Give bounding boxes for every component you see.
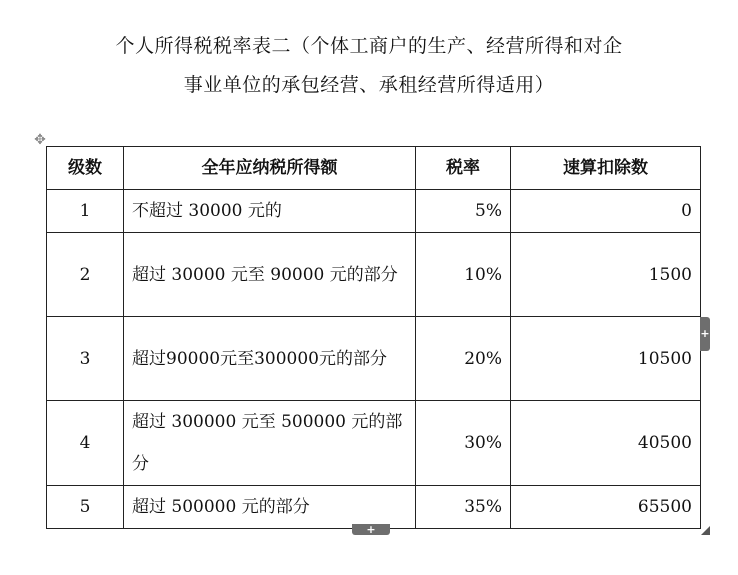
header-tax-rate[interactable]: 税率 <box>416 147 511 190</box>
table-resize-handle-icon[interactable] <box>701 526 710 535</box>
cell-tax-rate[interactable]: 5% <box>416 190 511 233</box>
cell-quick-deduction[interactable]: 0 <box>511 190 701 233</box>
cell-quick-deduction[interactable]: 40500 <box>511 401 701 486</box>
table-row <box>47 233 701 317</box>
cell-tax-rate[interactable]: 10% <box>416 233 511 317</box>
tax-rate-table <box>46 146 701 529</box>
table-move-handle-icon[interactable]: ✥ <box>34 132 46 148</box>
add-column-plus-icon[interactable]: + <box>700 317 710 351</box>
table-row <box>47 317 701 401</box>
cell-taxable-income[interactable]: 超过 300000 元至 500000 元的部分 <box>124 401 416 486</box>
cell-level[interactable]: 4 <box>47 401 124 486</box>
table-row <box>47 190 701 233</box>
cell-quick-deduction[interactable]: 65500 <box>511 486 701 529</box>
table-row <box>47 401 701 486</box>
header-level[interactable]: 级数 <box>47 147 124 190</box>
cell-quick-deduction[interactable]: 10500 <box>511 317 701 401</box>
cell-level[interactable]: 5 <box>47 486 124 529</box>
cell-tax-rate[interactable]: 35% <box>416 486 511 529</box>
cell-level[interactable]: 1 <box>47 190 124 233</box>
cell-taxable-income[interactable]: 不超过 30000 元的 <box>124 190 416 233</box>
cell-level[interactable]: 3 <box>47 317 124 401</box>
cell-level[interactable]: 2 <box>47 233 124 317</box>
header-quick-deduction[interactable]: 速算扣除数 <box>511 147 701 190</box>
add-row-plus-icon[interactable]: + <box>352 524 390 535</box>
cell-taxable-income[interactable]: 超过 30000 元至 90000 元的部分 <box>124 233 416 317</box>
cell-taxable-income[interactable]: 超过90000元至300000元的部分 <box>124 317 416 401</box>
cell-quick-deduction[interactable]: 1500 <box>511 233 701 317</box>
cell-tax-rate[interactable]: 30% <box>416 401 511 486</box>
cell-taxable-income[interactable]: 超过 500000 元的部分 <box>124 486 416 529</box>
header-taxable-income[interactable]: 全年应纳税所得额 <box>124 147 416 190</box>
cell-tax-rate[interactable]: 20% <box>416 317 511 401</box>
document-title-line-1: 个人所得税税率表二（个体工商户的生产、经营所得和对企 <box>115 35 623 57</box>
table-header-row <box>47 147 701 190</box>
document-title-line-2: 事业单位的承包经营、承租经营所得适用） <box>183 74 555 96</box>
